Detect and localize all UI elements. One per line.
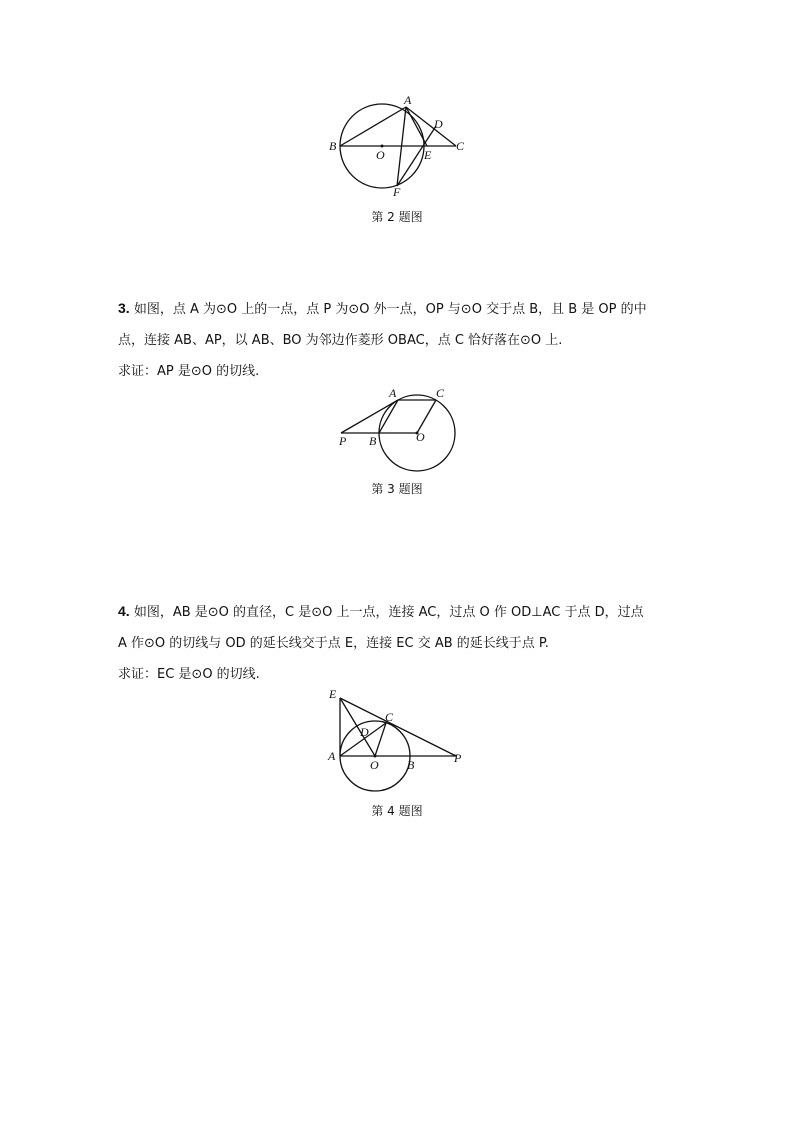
- label-a: A: [389, 386, 397, 400]
- problem-4-number: 4.: [118, 603, 130, 619]
- segment-ac: [406, 107, 456, 146]
- problem-4-line-2: A 作⊙O 的切线与 OD 的延长线交于点 E，连接 EC 交 AB 的延长线于点 P.: [118, 636, 549, 651]
- figure-3: [330, 383, 470, 473]
- label-b: B: [329, 139, 337, 153]
- figure-2-diagram: [320, 95, 480, 205]
- segment-co: [417, 400, 436, 433]
- label-e: E: [329, 687, 337, 701]
- label-c: C: [456, 139, 465, 153]
- figure-3-caption: 第 3 题图: [371, 482, 423, 496]
- label-f: F: [393, 185, 401, 199]
- problem-3-line-1: 如图，点 A 为⊙O 上的一点，点 P 为⊙O 外一点，OP 与⊙O 交于点 B，且 B 是 OP 的中: [133, 302, 647, 317]
- label-o: O: [370, 758, 379, 772]
- label-p: P: [339, 434, 347, 448]
- label-a: A: [328, 749, 336, 763]
- label-c: C: [385, 710, 394, 724]
- segment-ae: [406, 107, 427, 146]
- label-b: B: [369, 434, 377, 448]
- problem-4-text: [118, 596, 698, 690]
- figure-4-caption: 第 4 题图: [371, 804, 423, 818]
- label-d: D: [360, 725, 369, 739]
- label-o: O: [416, 430, 425, 444]
- problem-3-text: [118, 293, 698, 387]
- label-a: A: [404, 93, 412, 107]
- label-d: D: [434, 117, 443, 131]
- problem-3-line-2: 点，连接 AB、AP，以 AB、BO 为邻边作菱形 OBAC，点 C 恰好落在⊙O 上.: [118, 333, 563, 348]
- label-o: O: [376, 148, 385, 162]
- figure-2: [320, 95, 480, 205]
- label-b: B: [407, 758, 415, 772]
- segment-ba: [340, 107, 406, 146]
- figure-3-diagram: [330, 383, 470, 473]
- problem-3-line-3: 求证：AP 是⊙O 的切线.: [118, 364, 260, 379]
- figure-4-diagram: [320, 686, 480, 786]
- segment-pa: [341, 400, 398, 433]
- problem-3-number: 3.: [118, 300, 130, 316]
- label-c: C: [436, 386, 445, 400]
- figure-4: [320, 686, 480, 786]
- figure-2-caption: 第 2 题图: [371, 210, 423, 224]
- problem-4-line-3: 求证：EC 是⊙O 的切线.: [118, 667, 260, 682]
- problem-4-line-1: 如图，AB 是⊙O 的直径，C 是⊙O 上一点，连接 AC，过点 O 作 OD⊥AC 于点 D，过点: [133, 605, 644, 620]
- label-p: P: [454, 751, 462, 765]
- label-e: E: [424, 148, 432, 162]
- segment-oc: [375, 723, 386, 756]
